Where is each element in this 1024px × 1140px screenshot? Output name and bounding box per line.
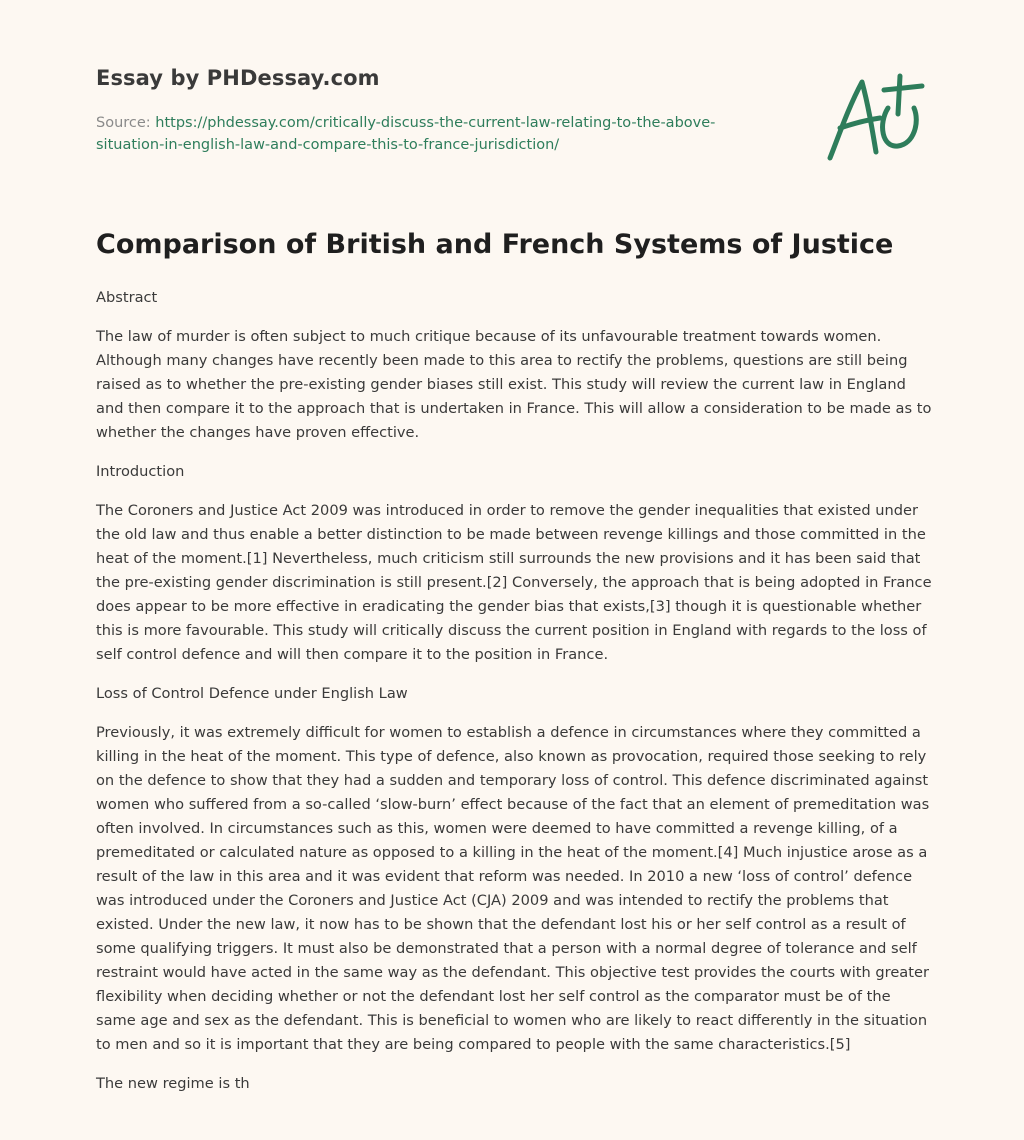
essay-body bbox=[96, 286, 932, 1111]
abstract-paragraph: The law of murder is often subject to much critique because of its unfavourable treatment towards women. Although many changes have recently been made to this area to rectify the problems, questions are still being raised as to whether the pre-existing gender biases still exist. This study will review the current law in England and then compare it to the approach that is undertaken in France. This will allow a consideration to be made as to whether the changes have proven effective. bbox=[96, 328, 932, 441]
source-link[interactable]: https://phdessay.com/critically-discuss-the-current-law-relating-to-the-above-situation-in-english-law-and-compare-this-to-france-jurisdiction/ bbox=[96, 115, 716, 153]
essay-title: Comparison of British and French Systems of Justice bbox=[96, 229, 894, 260]
introduction-heading: Introduction bbox=[96, 463, 185, 480]
introduction-paragraph: The Coroners and Justice Act 2009 was introduced in order to remove the gender inequalities that existed under the old law and thus enable a better distinction to be made between revenge killings and those committed in the heat of the moment.[1] Nevertheless, much criticism still surrounds the new provisions and it has been said that the pre-existing gender discrimination is still present.[2] Conversely, the approach that is being adopted in France does appear to be more effective in eradicating the gender bias that exists,[3] though it is questionable whether this is more favourable. This study will critically discuss the current position in England with regards to the loss of self control defence and will then compare it to the position in France. bbox=[96, 502, 932, 663]
source-label: Source: bbox=[96, 115, 156, 131]
a-plus-logo-icon bbox=[822, 68, 926, 164]
section-heading-loss-of-control: Loss of Control Defence under English Law bbox=[96, 685, 408, 702]
abstract-heading: Abstract bbox=[96, 289, 158, 306]
source-line bbox=[96, 112, 776, 156]
loss-of-control-paragraph: Previously, it was extremely difficult for women to establish a defence in circumstances where they committed a killing in the heat of the moment. This type of defence, also known as provocation, required those seeking to rely on the defence to show that they had a sudden and temporary loss of control. This defence discriminated against women who suffered from a so-called ‘slow-burn’ effect because of the fact that an element of premeditation was often involved. In circumstances such as this, women were deemed to have committed a revenge killing, of a premeditated or calculated nature as opposed to a killing in the heat of the moment.[4] Much injustice arose as a result of the law in this area and it was evident that reform was needed. In 2010 a new ‘loss of control’ defence was introduced under the Coroners and Justice Act (CJA) 2009 and was intended to rectify the problems that existed. Under the new law, it now has to be shown that the defendant lost his or her self control as a result of some qualifying triggers. It must also be demonstrated that a person with a normal degree of tolerance and self restraint would have acted in the same way as the defendant. This objective test provides the courts with greater flexibility when deciding whether or not the defendant lost her self control as the comparator must be of the same age and sex as the defendant. This is beneficial to women who are likely to react differently in the situation to men and so it is important that they are being compared to people with the same characteristics.[5] bbox=[96, 724, 930, 1053]
site-title: Essay by PHDessay.com bbox=[96, 66, 380, 90]
truncated-paragraph: The new regime is th bbox=[96, 1075, 250, 1092]
